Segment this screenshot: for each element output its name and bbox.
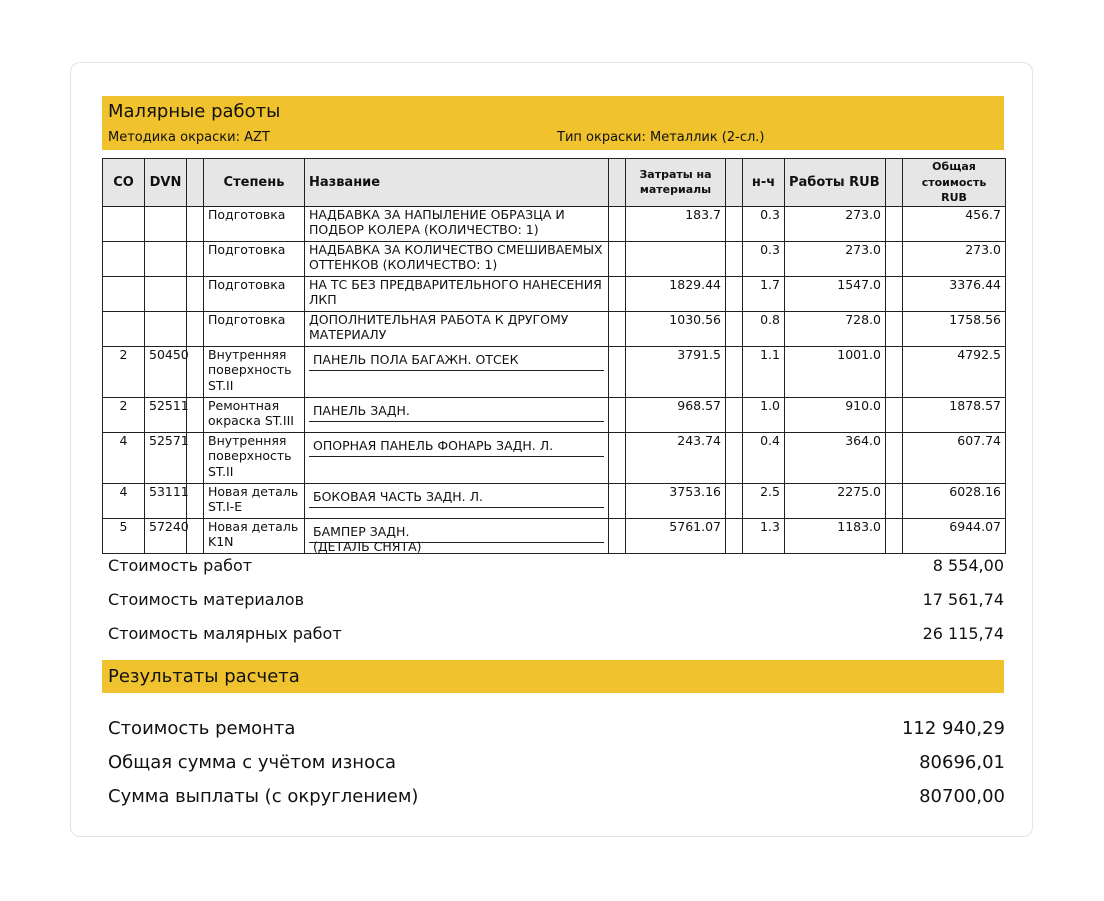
cell-degree: Подготовка	[204, 241, 305, 276]
cell-name	[305, 518, 609, 553]
results-title: Результаты расчета	[108, 666, 300, 687]
table-row	[103, 397, 1006, 432]
cell-name-text: ОПОРНАЯ ПАНЕЛЬ ФОНАРЬ ЗАДН. Л.	[309, 433, 604, 457]
table-row	[103, 276, 1006, 311]
cell-gap	[726, 346, 743, 397]
cell-gap	[886, 518, 903, 553]
cell-works: 1547.0	[785, 276, 886, 311]
cell-gap	[726, 518, 743, 553]
cell-total: 1878.57	[903, 397, 1006, 432]
col-total: Общая стоимость RUB	[903, 159, 1006, 207]
cell-materials: 243.74	[626, 432, 726, 483]
cell-total: 6944.07	[903, 518, 1006, 553]
cell-name: НАДБАВКА ЗА НАПЫЛЕНИЕ ОБРАЗЦА И ПОДБОР КОЛЕРА (КОЛИЧЕСТВО: 1)	[305, 206, 609, 241]
cell-gap	[609, 311, 626, 346]
table-row	[103, 346, 1006, 397]
cell-co	[103, 206, 145, 241]
cell-gap	[726, 397, 743, 432]
cell-name	[305, 397, 609, 432]
col-degree: Степень	[204, 159, 305, 207]
cell-degree: Внутренняя поверхность ST.II	[204, 432, 305, 483]
cell-gap	[726, 483, 743, 518]
cell-materials	[626, 241, 726, 276]
cell-name: НАДБАВКА ЗА КОЛИЧЕСТВО СМЕШИВАЕМЫХ ОТТЕНКОВ (КОЛИЧЕСТВО: 1)	[305, 241, 609, 276]
cell-gap	[609, 397, 626, 432]
cell-total: 273.0	[903, 241, 1006, 276]
cell-gap	[886, 397, 903, 432]
cell-nh: 0.4	[743, 432, 785, 483]
cell-works: 364.0	[785, 432, 886, 483]
col-gap	[726, 159, 743, 207]
cell-gap	[886, 346, 903, 397]
cell-gap	[886, 206, 903, 241]
col-nh: н-ч	[743, 159, 785, 207]
summary-label: Стоимость работ	[108, 556, 253, 575]
cell-nh: 1.3	[743, 518, 785, 553]
cell-gap	[187, 483, 204, 518]
cell-dvn	[145, 276, 187, 311]
cell-materials: 183.7	[626, 206, 726, 241]
col-name: Название	[305, 159, 609, 207]
result-label: Сумма выплаты (с округлением)	[108, 786, 419, 807]
paint-method: Методика окраски: AZT	[108, 130, 270, 145]
cell-gap	[187, 206, 204, 241]
cell-degree: Подготовка	[204, 311, 305, 346]
cell-gap	[726, 241, 743, 276]
cell-gap	[726, 432, 743, 483]
cell-name-text: БОКОВАЯ ЧАСТЬ ЗАДН. Л.	[309, 484, 604, 508]
cell-nh: 0.8	[743, 311, 785, 346]
cell-gap	[886, 432, 903, 483]
col-dvn: DVN	[145, 159, 187, 207]
cell-gap	[187, 241, 204, 276]
cell-dvn: 50450	[145, 346, 187, 397]
section-title: Малярные работы	[108, 101, 281, 122]
cell-gap	[726, 276, 743, 311]
result-value: 112 940,29	[901, 718, 1005, 739]
cell-gap	[726, 311, 743, 346]
cell-name: ДОПОЛНИТЕЛЬНАЯ РАБОТА К ДРУГОМУ МАТЕРИАЛУ	[305, 311, 609, 346]
cell-total: 6028.16	[903, 483, 1006, 518]
cell-gap	[609, 518, 626, 553]
cell-gap	[609, 346, 626, 397]
cell-nh: 1.1	[743, 346, 785, 397]
cell-gap	[187, 432, 204, 483]
cell-name-text: ПАНЕЛЬ ПОЛА БАГАЖН. ОТСЕК	[309, 347, 604, 371]
cell-gap	[726, 206, 743, 241]
cell-gap	[609, 432, 626, 483]
cell-works: 2275.0	[785, 483, 886, 518]
col-works: Работы RUB	[785, 159, 886, 207]
summary-value: 8 554,00	[932, 556, 1004, 575]
result-value: 80696,01	[919, 752, 1005, 773]
cell-degree: Новая деталь ST.I-E	[204, 483, 305, 518]
cell-name: НА ТС БЕЗ ПРЕДВАРИТЕЛЬНОГО НАНЕСЕНИЯ ЛКП	[305, 276, 609, 311]
cell-works: 273.0	[785, 206, 886, 241]
table-row	[103, 241, 1006, 276]
table-row	[103, 311, 1006, 346]
cell-nh: 1.0	[743, 397, 785, 432]
cell-co	[103, 276, 145, 311]
section-header-paint	[102, 96, 1004, 150]
cell-gap	[187, 518, 204, 553]
cell-gap	[886, 276, 903, 311]
cell-degree: Ремонтная окраска ST.III	[204, 397, 305, 432]
cell-co: 2	[103, 346, 145, 397]
cell-total: 456.7	[903, 206, 1006, 241]
cell-works: 273.0	[785, 241, 886, 276]
cell-gap	[609, 206, 626, 241]
cell-gap	[187, 311, 204, 346]
table-row	[103, 483, 1006, 518]
cell-co: 4	[103, 483, 145, 518]
cell-works: 1001.0	[785, 346, 886, 397]
result-label: Общая сумма с учётом износа	[108, 752, 397, 773]
cell-gap	[187, 397, 204, 432]
cell-nh: 2.5	[743, 483, 785, 518]
table-row	[103, 206, 1006, 241]
cell-co: 2	[103, 397, 145, 432]
cell-works: 1183.0	[785, 518, 886, 553]
summary-label: Стоимость малярных работ	[108, 624, 342, 643]
result-value: 80700,00	[919, 786, 1005, 807]
paint-type: Тип окраски: Металлик (2-сл.)	[557, 130, 765, 145]
cell-gap	[609, 241, 626, 276]
cell-gap	[886, 483, 903, 518]
cell-co	[103, 241, 145, 276]
cell-gap	[886, 311, 903, 346]
table-row	[103, 432, 1006, 483]
table-row	[103, 518, 1006, 553]
cell-materials: 1829.44	[626, 276, 726, 311]
col-gap	[187, 159, 204, 207]
cell-nh: 1.7	[743, 276, 785, 311]
cell-works: 910.0	[785, 397, 886, 432]
cell-dvn: 57240	[145, 518, 187, 553]
cell-degree: Новая деталь K1N	[204, 518, 305, 553]
cell-dvn: 52511	[145, 397, 187, 432]
table-header-row	[103, 159, 1006, 207]
cell-co: 5	[103, 518, 145, 553]
cell-degree: Подготовка	[204, 276, 305, 311]
cell-co	[103, 311, 145, 346]
cell-name	[305, 432, 609, 483]
cell-materials: 968.57	[626, 397, 726, 432]
cell-co: 4	[103, 432, 145, 483]
paint-works-table	[102, 158, 1006, 554]
cell-dvn	[145, 241, 187, 276]
cell-gap	[187, 276, 204, 311]
cell-gap	[609, 276, 626, 311]
cell-dvn: 53111	[145, 483, 187, 518]
cell-materials: 3791.5	[626, 346, 726, 397]
col-gap	[609, 159, 626, 207]
cell-dvn: 52571	[145, 432, 187, 483]
summary-label: Стоимость материалов	[108, 590, 305, 609]
summary-value: 26 115,74	[922, 624, 1004, 643]
cell-total: 3376.44	[903, 276, 1006, 311]
cell-materials: 3753.16	[626, 483, 726, 518]
cell-materials: 1030.56	[626, 311, 726, 346]
section-header-results	[102, 660, 1004, 693]
cell-gap	[187, 346, 204, 397]
cell-name	[305, 483, 609, 518]
cell-nh: 0.3	[743, 206, 785, 241]
cell-gap	[609, 483, 626, 518]
cell-total: 607.74	[903, 432, 1006, 483]
cell-name-text: БАМПЕР ЗАДН. (ДЕТАЛЬ СНЯТА)	[309, 519, 604, 543]
col-gap	[886, 159, 903, 207]
cell-name-text: ПАНЕЛЬ ЗАДН.	[309, 398, 604, 422]
cell-degree: Подготовка	[204, 206, 305, 241]
cell-total: 4792.5	[903, 346, 1006, 397]
col-materials: Затраты на материалы	[626, 159, 726, 207]
cell-nh: 0.3	[743, 241, 785, 276]
cell-dvn	[145, 206, 187, 241]
cell-name	[305, 346, 609, 397]
cell-gap	[886, 241, 903, 276]
cell-works: 728.0	[785, 311, 886, 346]
summary-value: 17 561,74	[922, 590, 1004, 609]
cell-degree: Внутренняя поверхность ST.II	[204, 346, 305, 397]
cell-materials: 5761.07	[626, 518, 726, 553]
cell-total: 1758.56	[903, 311, 1006, 346]
result-label: Стоимость ремонта	[108, 718, 296, 739]
cell-dvn	[145, 311, 187, 346]
col-co: CO	[103, 159, 145, 207]
